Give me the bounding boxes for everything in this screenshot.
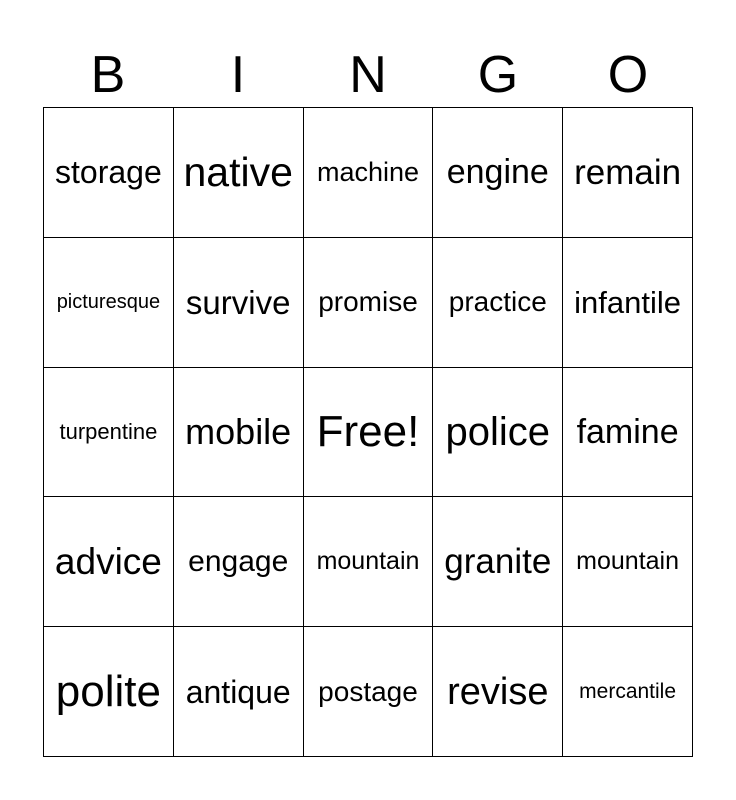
bingo-cell[interactable]: polite <box>44 627 174 757</box>
header-letter-b: B <box>90 46 126 104</box>
bingo-cell[interactable]: antique <box>174 627 304 757</box>
bingo-cell[interactable]: native <box>174 108 304 238</box>
bingo-cell[interactable]: infantile <box>563 238 693 368</box>
bingo-cell[interactable]: mountain <box>563 497 693 627</box>
bingo-cell[interactable]: police <box>433 368 563 498</box>
header-letter-o: O <box>607 46 649 104</box>
bingo-cell[interactable]: promise <box>304 238 434 368</box>
bingo-cell-free[interactable]: Free! <box>304 368 434 498</box>
bingo-cell[interactable]: machine <box>304 108 434 238</box>
bingo-header <box>43 44 693 106</box>
bingo-board <box>43 107 693 757</box>
bingo-cell[interactable]: turpentine <box>44 368 174 498</box>
bingo-cell[interactable]: granite <box>433 497 563 627</box>
bingo-cell[interactable]: remain <box>563 108 693 238</box>
header-letter-i: I <box>230 46 246 104</box>
header-letter-g: G <box>477 46 519 104</box>
bingo-cell[interactable]: practice <box>433 238 563 368</box>
bingo-cell[interactable]: engine <box>433 108 563 238</box>
bingo-cell[interactable]: advice <box>44 497 174 627</box>
bingo-cell[interactable]: mobile <box>174 368 304 498</box>
bingo-cell[interactable]: mercantile <box>563 627 693 757</box>
bingo-cell[interactable]: famine <box>563 368 693 498</box>
bingo-cell[interactable]: revise <box>433 627 563 757</box>
bingo-cell[interactable]: survive <box>174 238 304 368</box>
header-letter-n: N <box>349 46 387 104</box>
bingo-cell[interactable]: storage <box>44 108 174 238</box>
bingo-cell[interactable]: postage <box>304 627 434 757</box>
bingo-cell[interactable]: picturesque <box>44 238 174 368</box>
bingo-cell[interactable]: engage <box>174 497 304 627</box>
bingo-cell[interactable]: mountain <box>304 497 434 627</box>
